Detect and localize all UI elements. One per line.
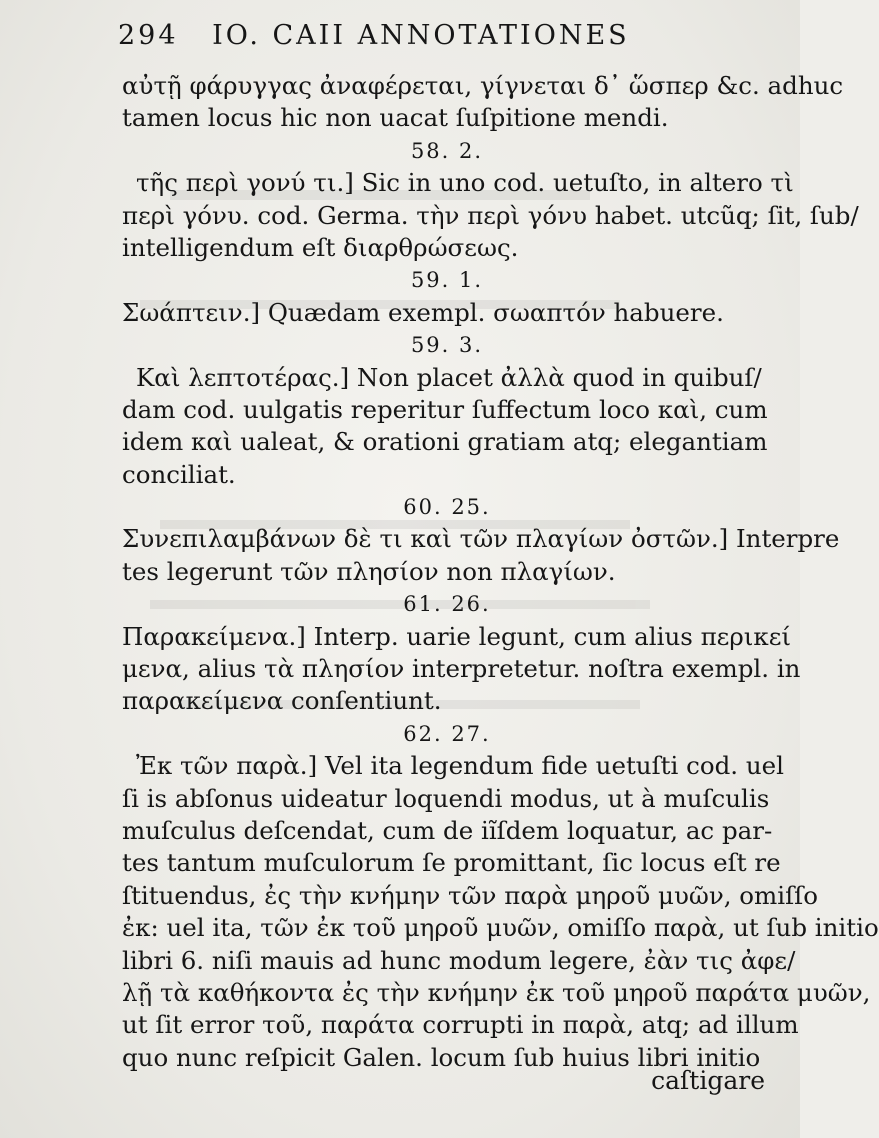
lemma-line: Συνεπιλαμβάνων δὲ τι καὶ τῶν πλαγίων ὀστῶν.] Interpre xyxy=(122,524,840,554)
text-line: ἐκ: uel ita, τῶν ἐκ τοῦ μηροῦ μυῶν, omiſſo παρὰ, ut ſub initio xyxy=(122,913,879,943)
section-number: 58. 2. xyxy=(410,138,484,163)
text-line: conciliat. xyxy=(122,459,236,489)
section-number: 59. 1. xyxy=(410,268,484,293)
text-line: intelligendum eſt διαρθρώσεως. xyxy=(122,232,519,262)
running-title: IO. CAII ANNOTATIONES xyxy=(212,20,630,51)
text-line: idem καὶ ualeat, & orationi gratiam atq; elegantiam xyxy=(122,427,768,457)
text-line: tes tantum muſculorum ſe promittant, ſic locus eſt re xyxy=(122,848,781,878)
text-line: αὐτῇ φάρυγγας ἀναφέρεται, γίγνεται δ᾽ ὥσπερ &c. adhuc xyxy=(122,71,844,100)
lemma-line: Σωάπτειν.] Quædam exempl. σωαπτόν habuere. xyxy=(122,297,724,327)
section-number: 61. 26. xyxy=(403,592,491,617)
text-line: ut ſit error τοῦ, παράτα corrupti in παρὰ, atq; ad illum xyxy=(122,1010,799,1040)
section-number: 62. 27. xyxy=(403,721,491,746)
text-line: ſtituendus, ἐς τὴν κνήμην τῶν παρὰ μηροῦ μυῶν, omiſſo xyxy=(122,880,819,910)
text-line: muſculus deſcendat, cum de iĩſdem loquatur, ac par- xyxy=(122,815,773,845)
text-block xyxy=(122,70,879,1074)
section-number: 59. 3. xyxy=(410,333,484,358)
text-line: περὶ γόνυ. cod. Germa. τὴν περὶ γόνυ habet. utcũq; ſit, ſub/ xyxy=(122,200,859,230)
text-line: quo nunc reſpicit Galen. locum ſub huius libri initio xyxy=(122,1042,761,1072)
text-line: ſi is abſonus uideatur loquendi modus, ut à muſculis xyxy=(122,783,770,813)
text-line: μενα, alius τὰ πλησίον interpretetur. noſtra exempl. in xyxy=(122,654,801,684)
text-line: tes legerunt τῶν πλησίον non πλαγίων. xyxy=(122,556,616,586)
text-line: tamen locus hic non uacat ſuſpitione mendi. xyxy=(122,103,669,133)
section-number: 60. 25. xyxy=(403,495,491,520)
text-line: παρακείμενα conſentiunt. xyxy=(122,686,442,716)
lemma-line: Ἐκ τῶν παρὰ.] Vel ita legendum fide uetuſti cod. uel xyxy=(136,751,784,781)
catchword: caſtigare xyxy=(651,1066,765,1095)
running-header xyxy=(118,20,778,51)
lemma-line: Παρακείμενα.] Interp. uarie legunt, cum alius περικεί xyxy=(122,621,792,651)
text-line: libri 6. niſi mauis ad hunc modum legere, ἐὰν τις ἀφε/ xyxy=(122,945,796,975)
lemma-line: Καὶ λεπτοτέρας.] Non placet ἀλλὰ quod in quibuſ/ xyxy=(136,362,762,392)
lemma-line: τῆς περὶ γονύ τι.] Sic in uno cod. uetuſto, in altero τὶ xyxy=(136,168,794,198)
page-number: 294 xyxy=(118,20,179,51)
text-line: λῇ τὰ καθήκοντα ἐς τὴν κνήμην ἐκ τοῦ μηροῦ παράτα μυῶν, xyxy=(122,977,871,1007)
text-line: dam cod. uulgatis reperitur ſuffectum loco καὶ, cum xyxy=(122,394,768,424)
